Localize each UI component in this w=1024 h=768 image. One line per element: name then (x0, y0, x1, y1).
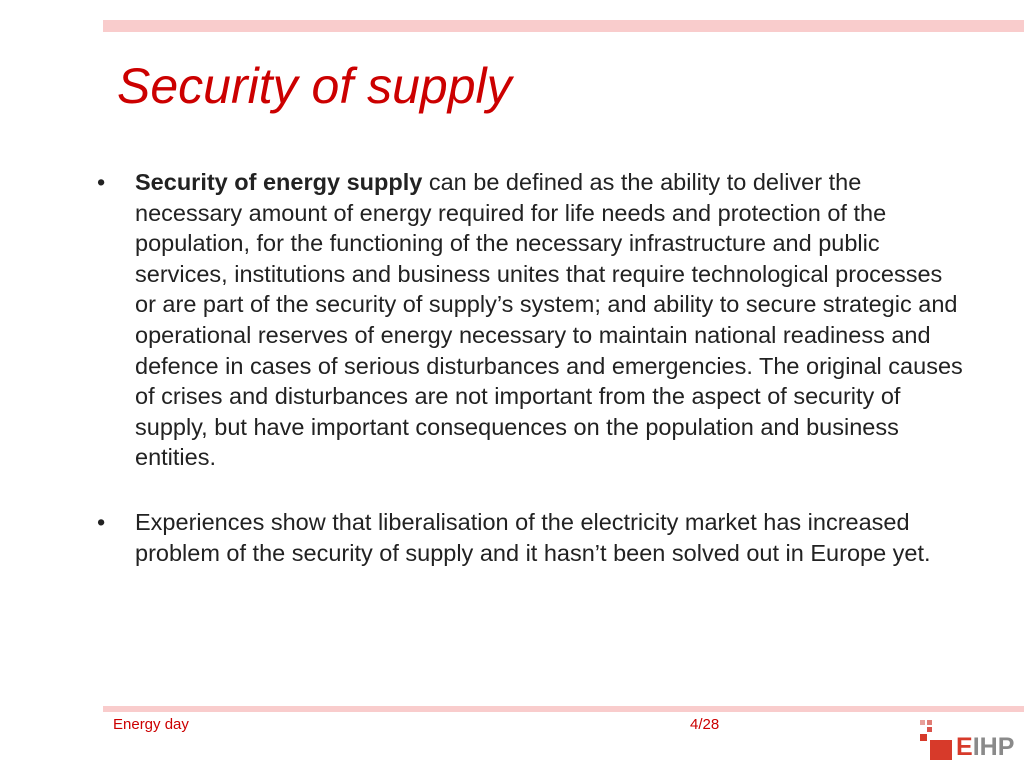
bullet-marker: • (97, 169, 106, 195)
footer-divider-bar (103, 706, 1024, 712)
bullet-list (97, 167, 967, 568)
bullet-text: Experiences show that liberalisation of the electricity market has increased problem of the security of supply and it hasn’t been solved out in Europe yet. (135, 508, 931, 566)
page-number: 4/28 (690, 716, 720, 733)
slide-title: Security of supply (117, 58, 512, 114)
bullet-item (97, 167, 967, 473)
bullet-marker: • (97, 508, 106, 535)
bullet-bold-lead: Security of energy supply (135, 169, 423, 195)
eihp-logo (918, 718, 1014, 764)
header-divider-bar (103, 20, 1024, 32)
eihp-logo-text: EIHP (956, 733, 1015, 761)
bullet-item (97, 507, 967, 568)
footer-event-label: Energy day (113, 716, 189, 733)
bullet-text: can be defined as the ability to deliver the necessary amount of energy required for life needs and protection of the population, for the functioning of the necessary infrastructure and public services, institutions and business unites that require technological processes or are part of the security of supply’s system; and ability to secure strategic and operational reserves of energy necessary to maintain national readiness and defence in cases of serious disturbances and emergencies. The original causes of crises and disturbances are not important from the aspect of security of supply, but have important consequences on the population and business entities. (135, 169, 963, 471)
